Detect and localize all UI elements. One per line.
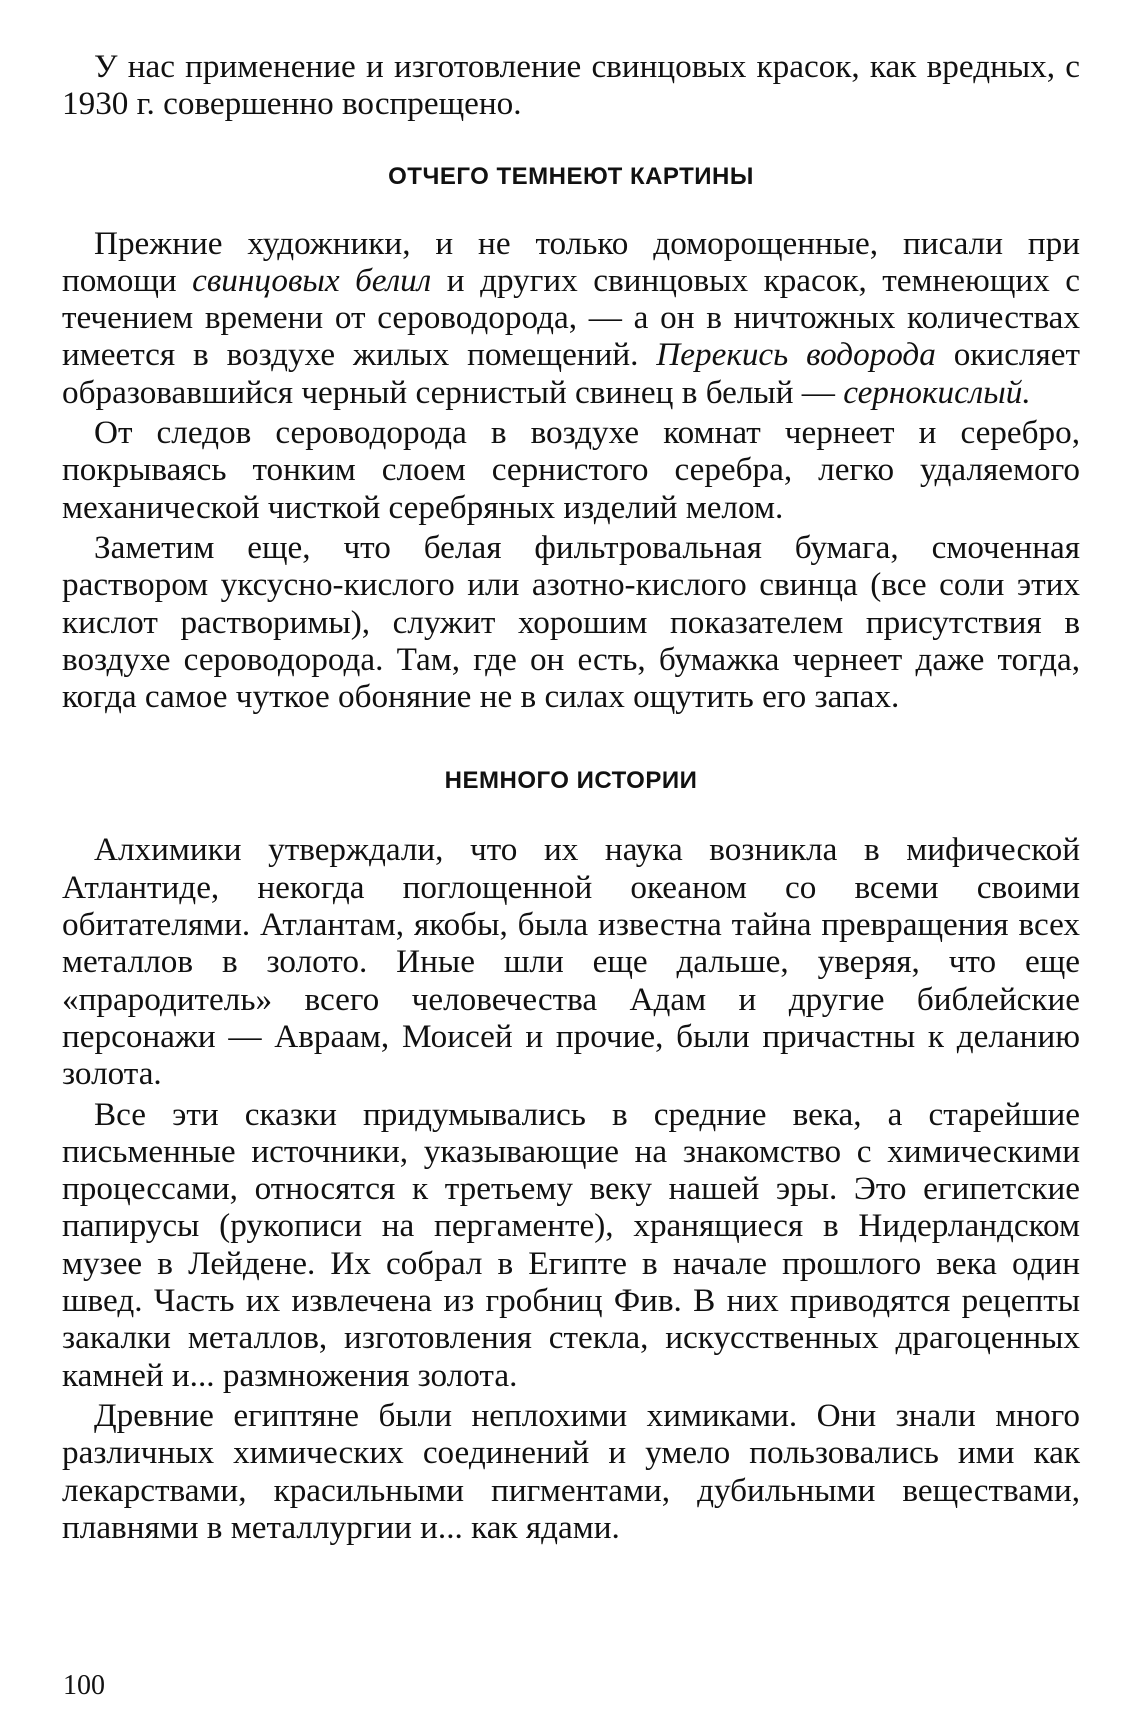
section1-p1-text-e: окисляет образовавшийся черный сернистый свинец в белый —: [62, 336, 1080, 411]
section1-paragraph-2: От следов сероводорода в воздухе комнат чернеет и серебро, покрываясь тонким слоем сернистого серебра, легко удаляемого механической чисткой серебряных изделий мелом.: [62, 414, 1080, 526]
page-number: 100: [63, 1670, 105, 1701]
intro-paragraph: У нас применение и изготовление свинцовых красок, как вредных, с 1930 г. совершенно воспрещено.: [62, 48, 1080, 123]
section1-p1-text-a: Прежние художники, и не только доморощенные, писали при помощи: [62, 224, 1080, 299]
section2-paragraph-1: Алхимики утверждали, что их наука возникла в мифической Атлантиде, некогда поглощенной океаном со всеми своими обитателями. Атлантам, якобы, была известна тайна превращения всех металлов в золото. Иные шли еще дальше, уверяя, что еще «прародитель» всего человечества Адам и другие библейские персонажи — Авраам, Моисей и прочие, были причастны к деланию золота.: [62, 831, 1080, 1093]
section-heading-a-little-history: НЕМНОГО ИСТОРИИ: [444, 767, 698, 795]
section1-p1-italic-sulfate: сернокислый.: [843, 373, 1031, 411]
section2-paragraph-3: Древние египтяне были неплохими химиками. Они знали много различных химических соединений и умело пользовались ими как лекарствами, красильными пигментами, дубильными веществами, плавнями в металлургии и... как ядами.: [62, 1396, 1080, 1546]
section1-p1-italic-lead-white: свинцовых белил: [192, 261, 432, 299]
section1-p1-text-c: и других свинцовых красок, темнеющих с течением времени от сероводорода, — а он в ничтожных количествах имеется в воздухе жилых помещений.: [62, 261, 1080, 374]
section1-paragraph-3: Заметим еще, что белая фильтровальная бумага, смоченная раствором уксусно-кислого или азотно-кислого свинца (все соли этих кислот растворимы), служит хорошим показателем присутствия в воздухе сероводорода. Там, где он есть, бумажка чернеет даже тогда, когда самое чуткое обоняние не в силах ощутить его запах.: [62, 528, 1080, 716]
section1-paragraph-1: [62, 225, 1080, 411]
page-body: [62, 48, 1080, 1546]
section2-paragraph-2: Все эти сказки придумывались в средние века, а старейшие письменные источники, указывающие на знакомство с химическими процессами, относятся к третьему веку нашей эры. Это египетские папирусы (рукописи на пергаменте), хранящиеся в Нидерландском музее в Лейдене. Их собрал в Египте в начале прошлого века один швед. Часть их извлечена из гробниц Фив. В них приводятся рецепты закалки металлов, изготовления стекла, искусственных драгоценных камней и... размножения золота.: [62, 1095, 1080, 1394]
section-heading-darkening-paintings: ОТЧЕГО ТЕМНЕЮТ КАРТИНЫ: [388, 162, 754, 190]
section1-p1-italic-hydrogen-peroxide: Перекись водорода: [656, 336, 936, 374]
